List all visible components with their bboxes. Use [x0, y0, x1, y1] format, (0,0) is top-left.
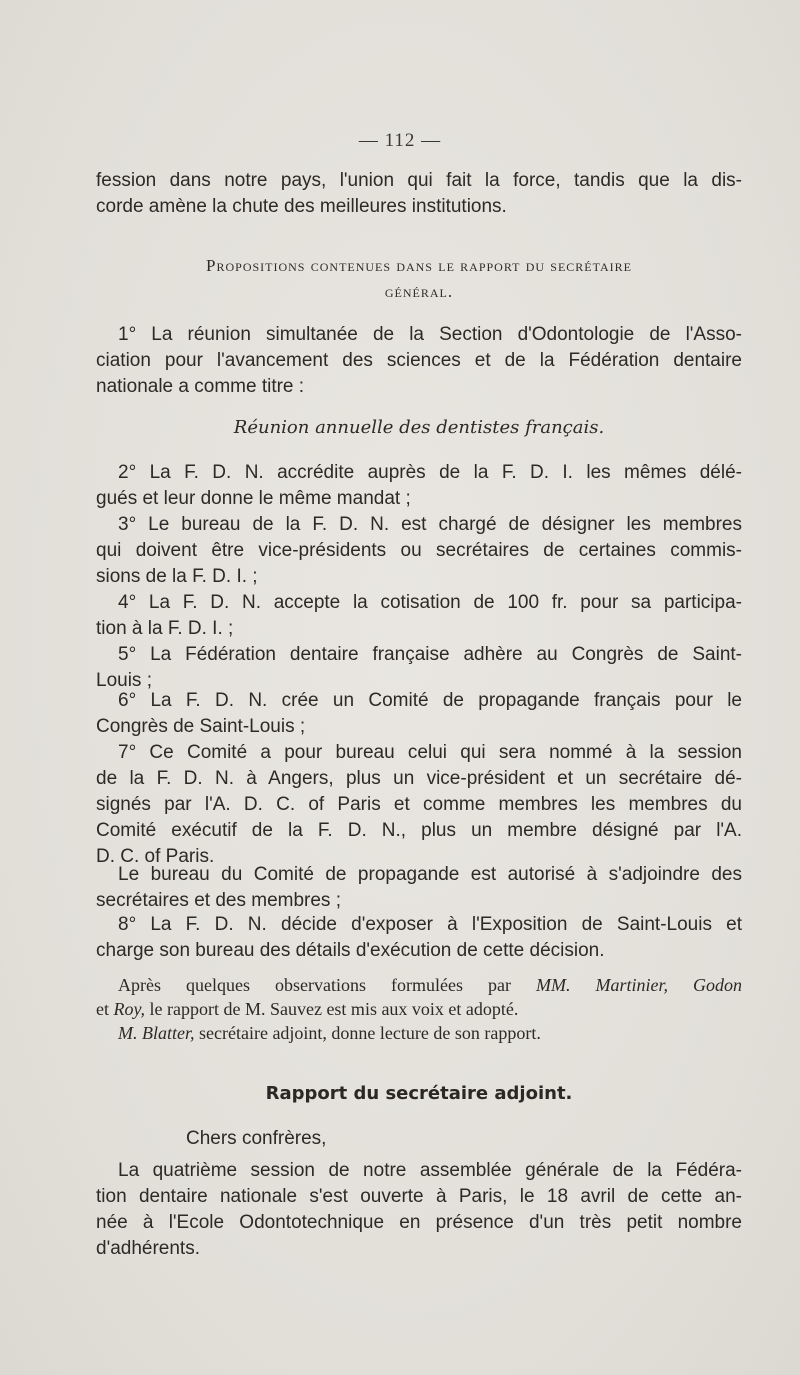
- rapport-line-1: La quatrième session de notre assemblée générale de la Fédéra-: [118, 1160, 742, 1181]
- rapport-line-2: tion dentaire nationale s'est ouverte à Paris, le 18 avril de cette an-: [96, 1186, 742, 1207]
- intro-line-2: corde amène la chute des meilleures institutions.: [96, 196, 507, 217]
- item-3-line-2: qui doivent être vice-présidents ou secrétaires de certaines commis-: [96, 540, 742, 561]
- rapport-line-3: née à l'Ecole Odontotechnique en présence d'un très petit nombre: [96, 1212, 742, 1233]
- item-7-line-5: D. C. of Paris.: [96, 846, 215, 867]
- observations-line-1: Après quelques observations formulées par MM. Martinier, Godon: [118, 975, 742, 995]
- section-heading-line-1: Propositions contenues dans le rapport du secrétaire: [206, 256, 632, 275]
- bureau-line-1: Le bureau du Comité de propagande est autorisé à s'adjoindre des: [118, 864, 742, 885]
- intro-line-1: fession dans notre pays, l'union qui fait la force, tandis que la dis-: [96, 170, 742, 191]
- item-2-line-2: gués et leur donne le même mandat ;: [96, 488, 411, 509]
- item-1-line-3: nationale a comme titre :: [96, 376, 305, 397]
- item-6-line-1: 6° La F. D. N. crée un Comité de propagande français pour le: [118, 690, 742, 711]
- observations-line-2: et Roy, le rapport de M. Sauvez est mis aux voix et adopté.: [96, 999, 519, 1019]
- bureau-line-2: secrétaires et des membres ;: [96, 890, 341, 911]
- meeting-title: Réunion annuelle des dentistes français.: [233, 417, 605, 438]
- rapport-title: Rapport du secrétaire adjoint.: [265, 1083, 573, 1104]
- item-3-line-1: 3° Le bureau de la F. D. N. est chargé de désigner les membres: [118, 514, 742, 535]
- item-8-line-1: 8° La F. D. N. décide d'exposer à l'Exposition de Saint-Louis et: [118, 914, 742, 935]
- section-heading-line-2: général.: [384, 282, 454, 301]
- item-6-line-2: Congrès de Saint-Louis ;: [96, 716, 306, 737]
- item-7-line-3: signés par l'A. D. C. of Paris et comme membres les membres du: [96, 794, 742, 815]
- item-4-line-1: 4° La F. D. N. accepte la cotisation de 100 fr. pour sa participa-: [118, 592, 742, 613]
- page-number: — 112 —: [358, 130, 442, 151]
- item-2-line-1: 2° La F. D. N. accrédite auprès de la F. D. I. les mêmes délé-: [118, 462, 742, 483]
- item-1-line-1: 1° La réunion simultanée de la Section d'Odontologie de l'Asso-: [118, 324, 742, 345]
- item-1-line-2: ciation pour l'avancement des sciences et de la Fédération dentaire: [96, 350, 742, 371]
- salutation: Chers confrères,: [186, 1128, 327, 1149]
- item-4-line-2: tion à la F. D. I. ;: [96, 618, 234, 639]
- rapport-line-4: d'adhérents.: [96, 1238, 200, 1259]
- item-3-line-3: sions de la F. D. I. ;: [96, 566, 258, 587]
- item-5-line-2: Louis ;: [96, 670, 152, 691]
- item-5-line-1: 5° La Fédération dentaire française adhère au Congrès de Saint-: [118, 644, 742, 665]
- item-8-line-2: charge son bureau des détails d'exécution de cette décision.: [96, 940, 605, 961]
- blatter-line: M. Blatter, secrétaire adjoint, donne lecture de son rapport.: [118, 1023, 541, 1043]
- item-7-line-2: de la F. D. N. à Angers, plus un vice-président et un secrétaire dé-: [96, 768, 742, 789]
- item-7-line-1: 7° Ce Comité a pour bureau celui qui sera nommé à la session: [118, 742, 742, 763]
- item-7-line-4: Comité exécutif de la F. D. N., plus un membre désigné par l'A.: [96, 820, 742, 841]
